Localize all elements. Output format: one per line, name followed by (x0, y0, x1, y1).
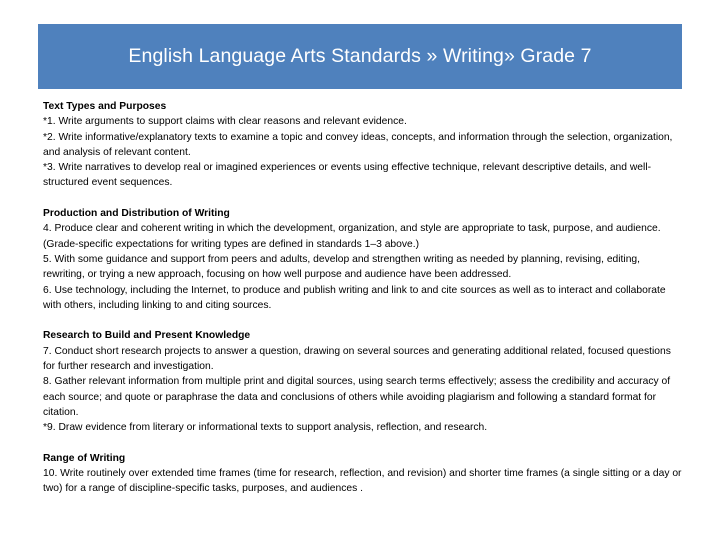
standard-item: 8. Gather relevant information from multiple print and digital sources, using search terms effectively; assess the credibility and accuracy of each source; and quote or paraphrase the data and conclusions of others while avoiding plagiarism and following a standard format for citation. (43, 376, 671, 418)
page-title: English Language Arts Standards » Writing» Grade 7 (128, 45, 592, 67)
section-research (43, 328, 683, 435)
standards-content (43, 99, 683, 512)
standard-item: 5. With some guidance and support from peers and adults, develop and strengthen writing as needed by planning, revising, editing, rewriting, or trying a new approach, focusing on how well purpose and audience have been addressed. (43, 253, 641, 281)
standard-item: 6. Use technology, including the Internet, to produce and publish writing and link to and cite sources as well as to interact and collaborate with others, including linking to and citing sources. (43, 284, 666, 311)
section-production-distribution (43, 206, 683, 313)
section-heading: Research to Build and Present Knowledge (43, 330, 251, 342)
standard-item: 10. Write routinely over extended time frames (time for research, reflection, and revision) and shorter time frames (a single sitting or a day or two) for a range of discipline-specific tasks, purposes, and audiences . (43, 468, 682, 495)
standard-item: *1. Write arguments to support claims with clear reasons and relevant evidence. (43, 116, 407, 128)
standard-item: 7. Conduct short research projects to answer a question, drawing on several sources and generating additional related, focused questions for further research and investigation. (43, 345, 671, 373)
section-text-types (43, 99, 683, 191)
standard-item: *9. Draw evidence from literary or informational texts to support analysis, reflection, and research. (43, 422, 488, 434)
section-heading: Production and Distribution of Writing (43, 208, 230, 220)
standard-item: *3. Write narratives to develop real or imagined experiences or events using effective technique, relevant descriptive details, and well-structured event sequences. (43, 162, 652, 189)
section-range-of-writing (43, 451, 683, 497)
section-heading: Text Types and Purposes (43, 101, 167, 112)
standard-item: *2. Write informative/explanatory texts to examine a topic and convey ideas, concepts, and information through the selection, organization, and analysis of relevant content. (43, 131, 673, 158)
standard-item: 4. Produce clear and coherent writing in which the development, organization, and style are appropriate to task, purpose, and audience. (Grade-specific expectations for writing types are defined in standards 1–3 above.) (43, 223, 661, 250)
section-heading: Range of Writing (43, 452, 126, 464)
title-banner (38, 24, 682, 89)
